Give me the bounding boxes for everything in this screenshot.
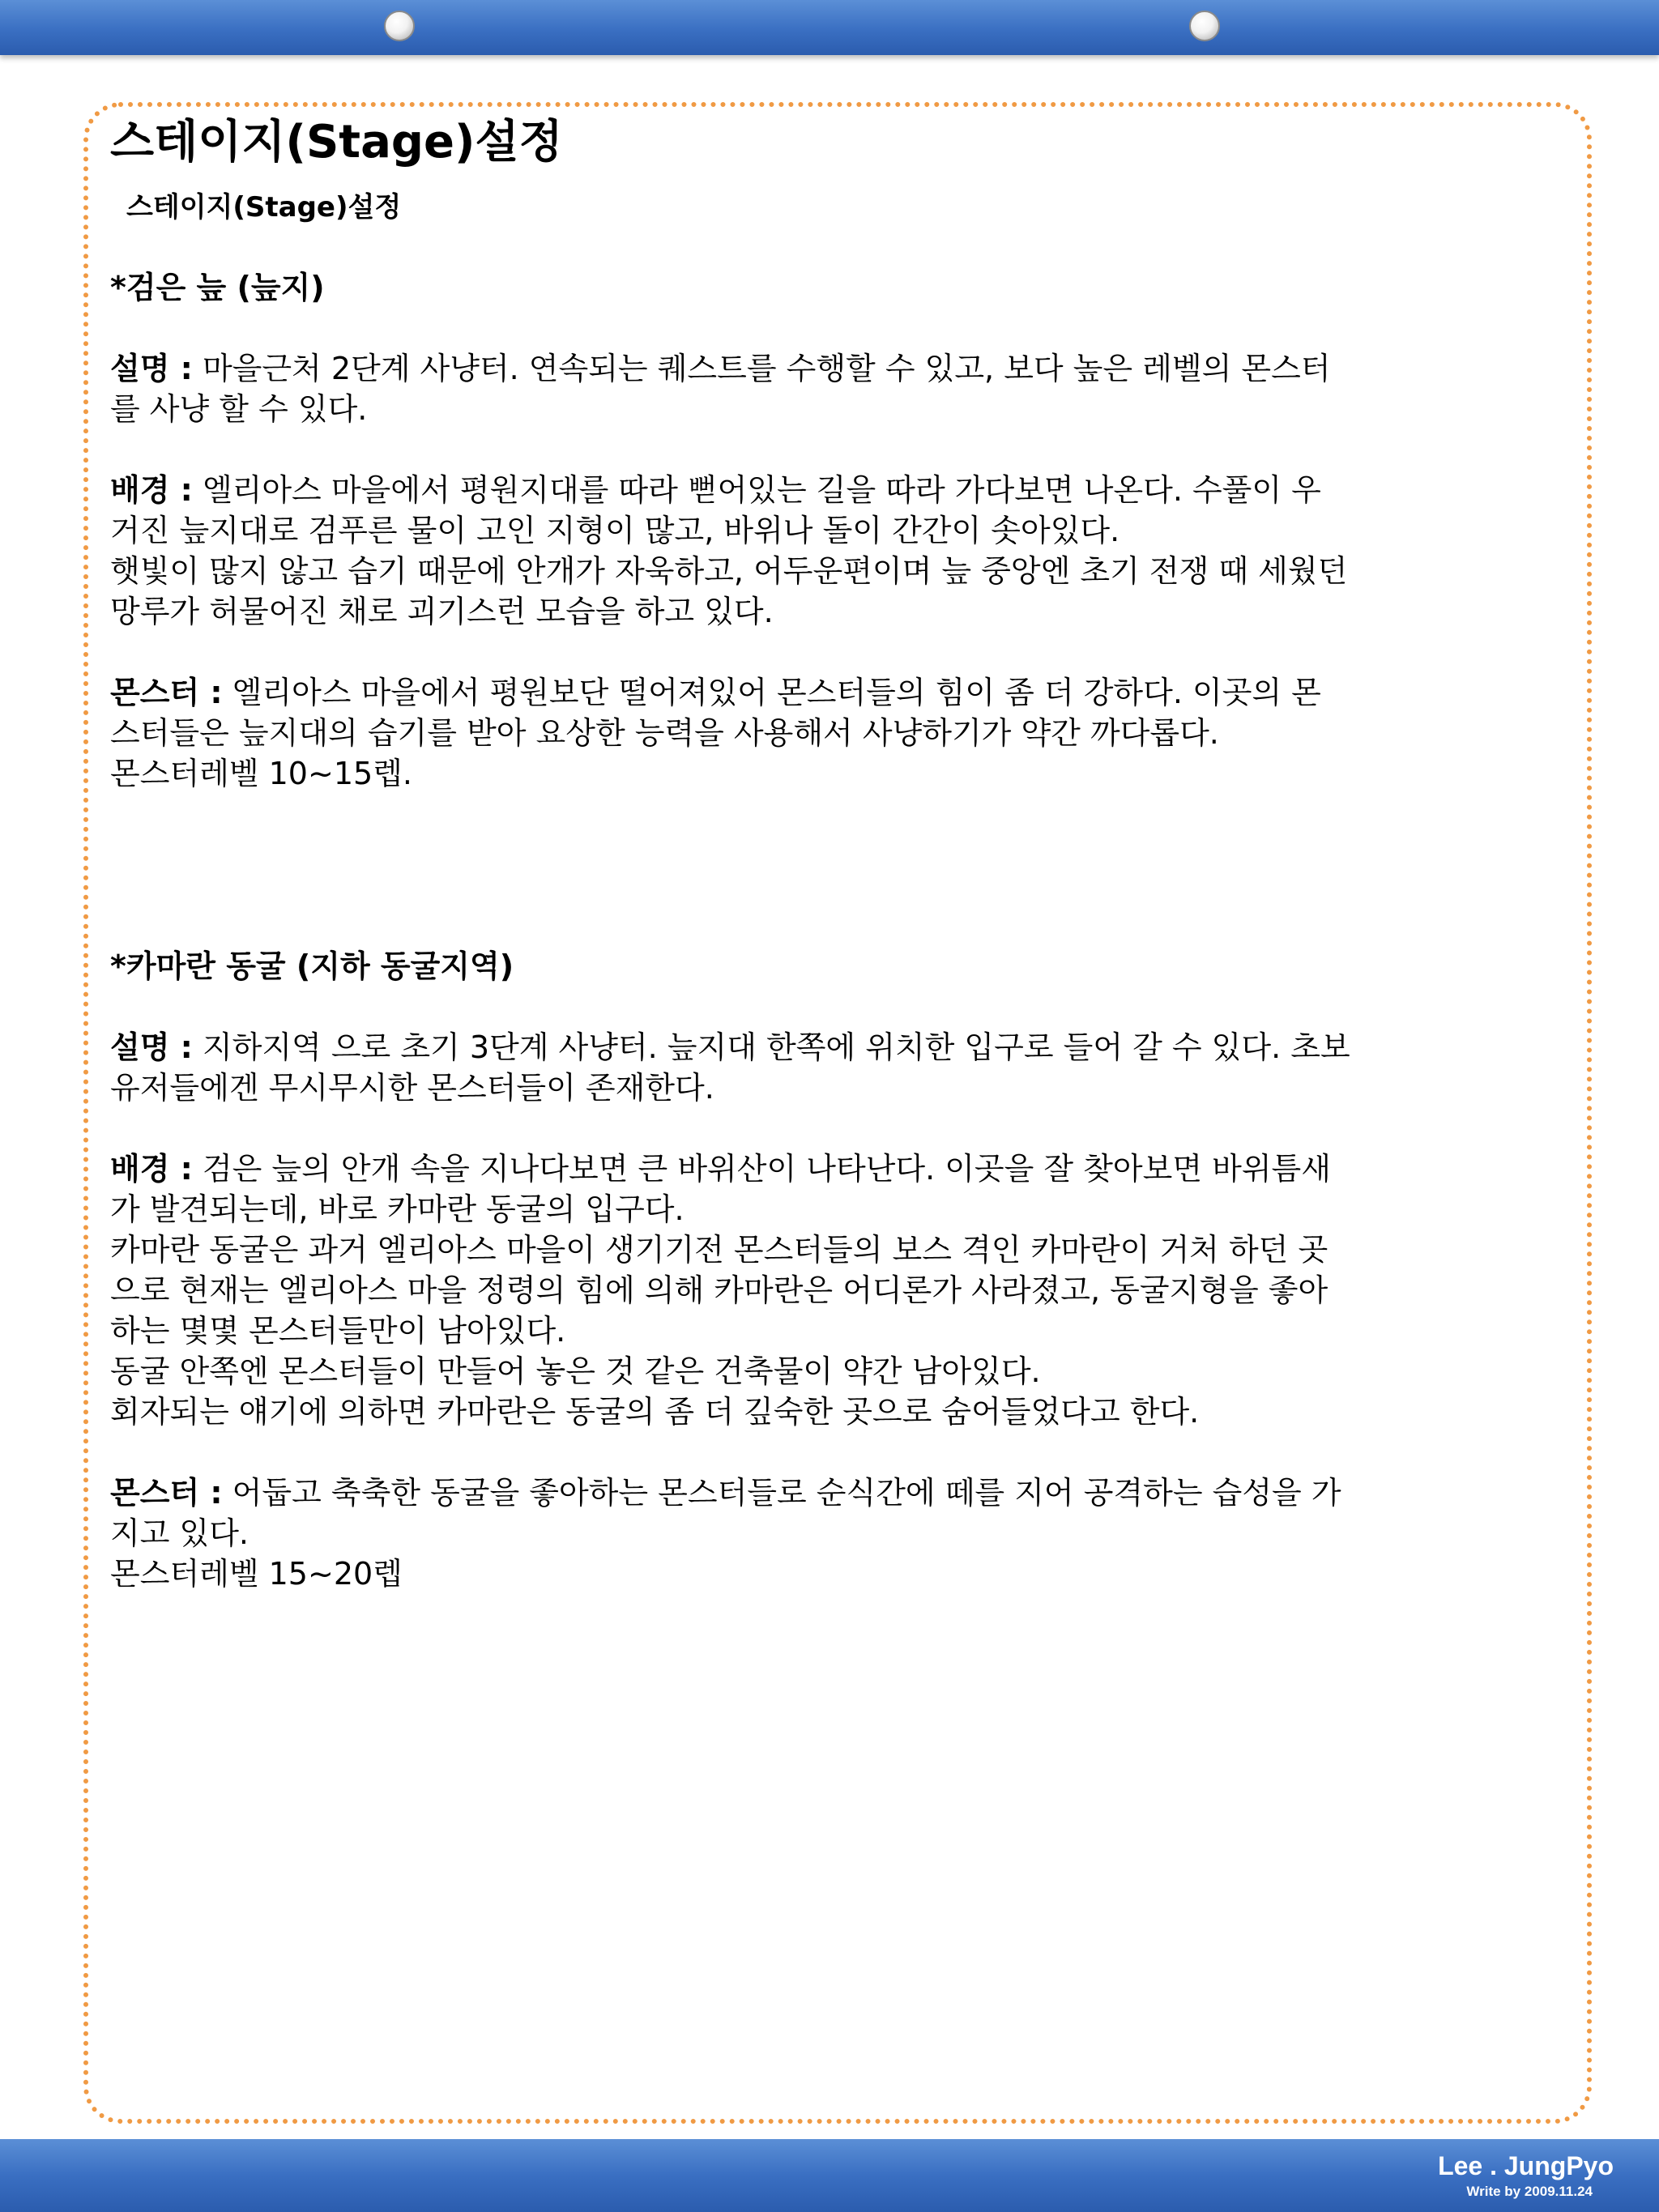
description-label: 설명 :	[110, 1029, 193, 1065]
text-line: 망루가 허물어진 채로 괴기스런 모습을 하고 있다.	[110, 594, 774, 629]
page-content	[110, 113, 1503, 1594]
description-paragraph	[110, 348, 1503, 429]
text-line: 엘리아스 마을에서 평원보단 떨어져있어 몬스터들의 힘이 좀 더 강하다. 이곳의 몬	[232, 675, 1321, 710]
top-header-bar	[0, 0, 1659, 55]
monster-label: 몬스터 :	[110, 1475, 223, 1511]
section-heading: *카마란 동굴 (지하 동굴지역)	[110, 948, 514, 984]
background-paragraph	[110, 470, 1503, 632]
monster-paragraph	[110, 672, 1503, 794]
page-title: 스테이지(Stage)설정	[110, 116, 563, 168]
text-line: 몬스터레벨 10~15렙.	[110, 756, 412, 791]
background-paragraph	[110, 1149, 1503, 1432]
bottom-footer-bar	[0, 2139, 1659, 2212]
text-line: 가 발견되는데, 바로 카마란 동굴의 입구다.	[110, 1191, 684, 1227]
binder-ring-right-icon	[1189, 11, 1220, 41]
text-line: 거진 늪지대로 검푸른 물이 고인 지형이 많고, 바위나 돌이 간간이 솟아있다.	[110, 513, 1120, 548]
text-line: 검은 늪의 안개 속을 지나다보면 큰 바위산이 나타난다. 이곳을 잘 찾아보면 바위틈새	[202, 1151, 1331, 1187]
text-line: 몬스터레벨 15~20렙	[110, 1556, 403, 1592]
text-line: 으로 현재는 엘리아스 마을 정령의 힘에 의해 카마란은 어디론가 사라졌고, 동굴지형을 좋아	[110, 1272, 1328, 1308]
background-label: 배경 :	[110, 472, 193, 508]
author-name: Lee . JungPyo	[1438, 2151, 1614, 2180]
text-line: 동굴 안쪽엔 몬스터들이 만들어 놓은 것 같은 건축물이 약간 남아있다.	[110, 1353, 1041, 1389]
text-line: 하는 몇몇 몬스터들만이 남아있다.	[110, 1313, 566, 1349]
description-label: 설명 :	[110, 351, 193, 386]
text-line: 지하지역 으로 초기 3단계 사냥터. 늪지대 한쪽에 위치한 입구로 들어 갈 수 있다. 초보	[202, 1029, 1350, 1065]
text-line: 유저들에겐 무시무시한 몬스터들이 존재한다.	[110, 1070, 714, 1106]
text-line: 지고 있다.	[110, 1515, 249, 1551]
page-subtitle: 스테이지(Stage)설정	[126, 191, 402, 224]
background-label: 배경 :	[110, 1151, 193, 1187]
text-line: 를 사냥 할 수 있다.	[110, 391, 368, 427]
section-heading: *검은 늪 (늪지)	[110, 270, 325, 305]
description-paragraph	[110, 1027, 1503, 1108]
binder-ring-left-icon	[384, 11, 415, 41]
stage-section-black-swamp	[110, 267, 1503, 794]
monster-label: 몬스터 :	[110, 675, 223, 710]
write-date: Write by 2009.11.24	[1466, 2184, 1593, 2199]
text-line: 엘리아스 마을에서 평원지대를 따라 뻗어있는 길을 따라 가다보면 나온다. 수풀이 우	[202, 472, 1321, 508]
text-line: 스터들은 늪지대의 습기를 받아 요상한 능력을 사용해서 사냥하기가 약간 까다롭다.	[110, 715, 1219, 751]
text-line: 어둡고 축축한 동굴을 좋아하는 몬스터들로 순식간에 떼를 지어 공격하는 습성을 가	[232, 1475, 1341, 1511]
text-line: 회자되는 얘기에 의하면 카마란은 동굴의 좀 더 깊숙한 곳으로 숨어들었다고 한다.	[110, 1394, 1200, 1430]
text-line: 마을근처 2단계 사냥터. 연속되는 퀘스트를 수행할 수 있고, 보다 높은 레벨의 몬스터	[202, 351, 1331, 386]
text-line: 햇빛이 많지 않고 습기 때문에 안개가 자욱하고, 어두운편이며 늪 중앙엔 초기 전쟁 때 세웠던	[110, 553, 1348, 589]
monster-paragraph	[110, 1473, 1503, 1594]
text-line: 카마란 동굴은 과거 엘리아스 마을이 생기기전 몬스터들의 보스 격인 카마란이 거처 하던 곳	[110, 1232, 1328, 1268]
stage-section-kamaran-cave	[110, 946, 1503, 1594]
